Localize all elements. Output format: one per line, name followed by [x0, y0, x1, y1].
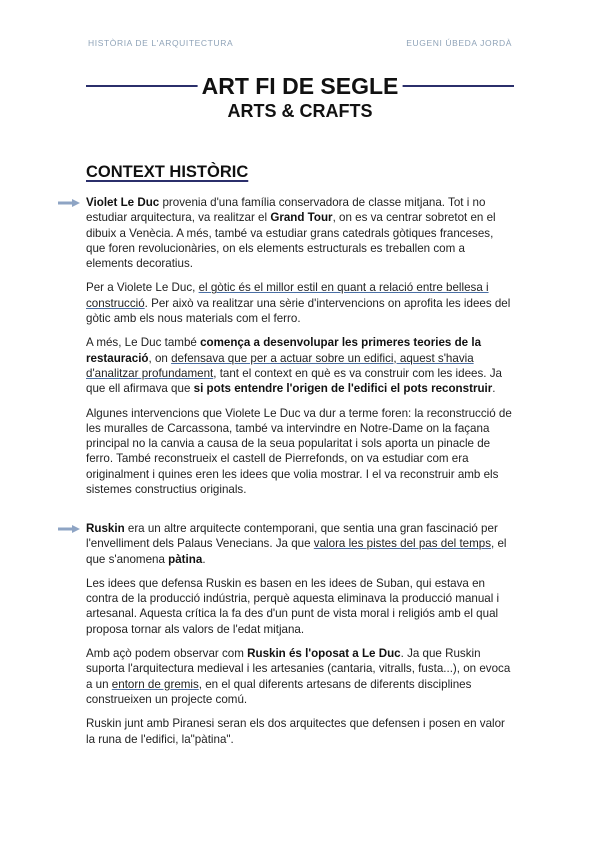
text: A més, Le Duc també	[86, 336, 201, 350]
paragraph: Les idees que defensa Ruskin es basen en les idees de Suban, qui estava en contra de la producció indústria, perquè aquesta eliminava la producció manual i artesanal. Aquesta crítica la fa des d'un punt de vista moral i religiós amb el qual proposa tornar als valors de l'edat mitjana.	[86, 576, 500, 636]
paragraph	[86, 280, 514, 326]
text: , on es va centrar sobretot en el dibuix a Venècia. A més, també va estudiar grans catedrals gòtiques franceses, que foren revolucionàries, on els elements estructurals es treballen com a elements decoratius.	[86, 211, 496, 271]
paragraph	[86, 335, 514, 396]
paragraph: Algunes intervencions que Violete Le Duc va dur a terme foren: la reconstrucció de les muralles de Carcassona, també va intervindre en Notre-Dame on la façana principal no la canvia a causa de la seua popularitat i sols aporta un pinacle de ferro. També reconstrueix el castell de Pierrefonds, on va estudiar com era originalment i quines eren les idees que volia mostrar. I el va reconstruir amb els sistemes constructius originals.	[86, 406, 512, 497]
paragraph	[86, 646, 514, 707]
arrow-right-icon	[58, 525, 80, 533]
text: , en el qual diferents artesans de diferents disciplines construeixen un projecte comú.	[86, 677, 472, 706]
header-course-title: HISTÒRIA DE L'ARQUITECTURA	[88, 38, 234, 48]
text: Amb açò podem observar com	[86, 647, 248, 661]
page-title: ART FI DE SEGLE	[198, 72, 403, 100]
text: . Ja que Ruskin suporta l'arquitectura medieval i les artesanies (cantaria, vitralls, fusta...), on evoca a un	[86, 647, 511, 691]
paragraph	[86, 521, 514, 567]
term-grand-tour: Grand Tour	[270, 211, 333, 225]
paragraph: Ruskin junt amb Piranesi seran els dos arquitectes que defensen i posen en valor la runa de l'edifici, la"pàtina".	[86, 717, 505, 746]
name-ruskin: Ruskin	[86, 522, 125, 535]
text: , on	[148, 351, 172, 365]
text: provenia d'una família conservadora de classe mitjana. Tot i no estudiar arquitectura, va realitzar el	[86, 196, 486, 225]
underlined-text: defensava que per a actuar sobre un edifici, aquest s'havia d'analitzar profundament	[86, 351, 474, 380]
text: .	[492, 382, 496, 396]
name-violet-le-duc: Violet Le Duc	[86, 196, 160, 209]
text: , el que s'anomena	[86, 537, 507, 566]
bold-text: Ruskin és l'oposat a Le Duc	[247, 647, 401, 661]
section-title: CONTEXT HISTÒRIC	[86, 163, 249, 181]
text: era un altre arquitecte contemporani, que sentia una gran fascinació per l'envelliment dels Palaus Venecians. Ja que	[86, 522, 498, 551]
violet-le-duc-block	[86, 195, 514, 506]
bold-text: comença a desenvolupar les primeres teories de la restauració	[86, 336, 482, 365]
text: , tant el context en què es va construir com les idees. Ja que ell afirmava que	[86, 366, 502, 396]
ruskin-block	[86, 521, 514, 756]
paragraph	[86, 195, 514, 271]
bold-text: pàtina	[168, 552, 203, 566]
page-subtitle: ARTS & CRAFTS	[227, 101, 373, 121]
header-author: EUGENI ÚBEDA JORDÀ	[406, 38, 512, 48]
underlined-text: valora les pistes del pas del temps	[313, 537, 492, 551]
bold-text: si pots entendre l'origen de l'edifici el pots reconstruir	[193, 382, 493, 396]
text: .	[202, 552, 206, 566]
text: . Per això va realitzar una sèrie d'intervencions on aprofita les idees del gòtic amb els nous materials com el ferro.	[86, 296, 511, 326]
title-bar	[86, 72, 514, 100]
underlined-text: entorn de gremis	[111, 677, 199, 691]
underlined-text: el gòtic és el millor estil en quant a relació entre bellesa i construcció	[86, 281, 489, 310]
arrow-right-icon	[58, 199, 80, 207]
text: Per a Violete Le Duc,	[86, 281, 199, 295]
